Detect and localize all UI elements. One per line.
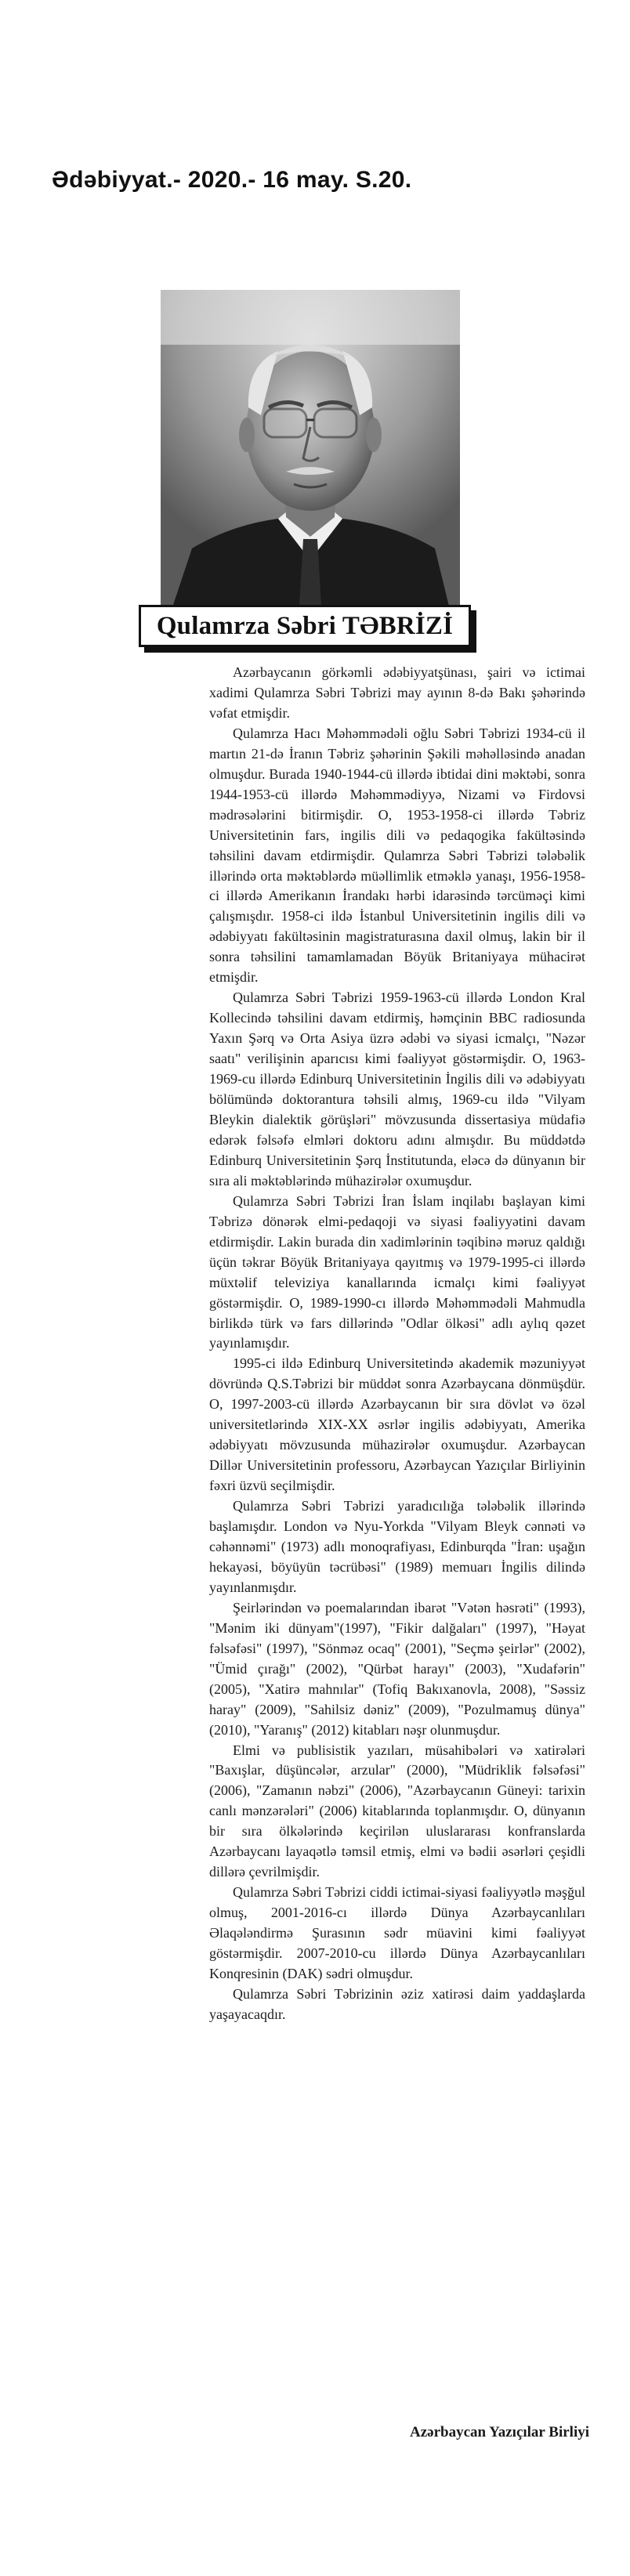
- obituary-article: [209, 663, 585, 2025]
- portrait-icon: [161, 290, 460, 619]
- article-paragraph: Azərbaycanın görkəmli ədəbiyyatşünası, şairi və ictimai xadimi Qulamrza Səbri Təbrizi may ayının 8-də Bakı şəhərində vəfat etmişdir.: [209, 664, 585, 721]
- article-paragraph: Qulamrza Səbri Təbrizi ciddi ictimai-siyasi fəaliyyətlə məşğul olmuş, 2001-2016-cı illərdə Dünya Azərbaycanlıları Əlaqələndirmə Şurasının sədr müavini kimi fəaliyyət göstərmişdir. 2007-2010-cu illərdə Dünya Azərbaycanlıları Konqresinin (DAK) sədri olmuşdur.: [209, 1884, 585, 1981]
- portrait-photo: [161, 290, 460, 619]
- source-citation: Ədəbiyyat.- 2020.- 16 may. S.20.: [52, 167, 412, 193]
- person-name: Qulamrza Səbri TƏBRİZİ: [156, 611, 454, 640]
- article-paragraph: Qulamrza Səbri Təbrizinin əziz xatirəsi daim yaddaşlarda yaşayacaqdır.: [209, 1985, 585, 2022]
- article-paragraph: Elmi və publisistik yazıları, müsahibələri və xatirələri "Baxışlar, düşüncələr, arzular" (2000), "Müdriklik fəlsəfəsi" (2006), "Zamanın nəbzi" (2006), "Azərbaycanın Güneyi: tarixin canlı mənzərələri" (2006) kitablarında toplanmışdır. O, dünyanın bir sıra ölkələrində keçirilən uluslararası konfranslarda Azərbaycanı layaqətlə təmsil etmiş, elmi və bədii əsərləri çeşidli dillərə çevrilmişdir.: [209, 1742, 585, 1880]
- author-signature: Azərbaycan Yazıçılar Birliyi: [409, 2424, 589, 2440]
- article-paragraph: Şeirlərindən və poemalarından ibarət "Vətən həsrəti" (1993), "Mənim iki dünyam"(1997), "Fikir dalğaları" (1997), "Həyat fəlsəfəsi" (1997), "Sönməz ocaq" (2001), "Seçmə şeirlər" (2002), "Ümid çırağı" (2002), "Qürbət harayı" (2003), "Xudafərin" (2005), "Xatirə mahnılar" (Tofiq Bakıxanovla, 2008), "Səssiz haray" (2009), "Sahilsiz dəniz" (2009), "Pozulmamuş dünya" (2010), "Yaranış" (2012) kitabları nəşr olunmuşdur.: [209, 1599, 585, 1738]
- article-paragraph: 1995-ci ildə Edinburq Universitetində akademik məzuniyyət dövründə Q.S.Təbrizi bir müddət sonra Azərbaycana dönmüşdür. O, 1997-2003-cü illərdə Azərbaycanın bir sıra dövlət və özəl universitetlərində XIX-XX əsrlər ingilis ədəbiyyatı, Amerika ədəbiyyatı mövzusunda mühazirələr oxumuşdur. Azərbaycan Dillər Universitetinin professoru, Azərbaycan Yazıçılar Birliyinin fəxri üzvü seçilmişdir.: [209, 1355, 585, 1494]
- article-paragraph: Qulamrza Səbri Təbrizi 1959-1963-cü illərdə London Kral Kollecində təhsilini davam etdirmiş, həmçinin BBC radiosunda Yaxın Şərq və Orta Asiya üzrə ədəbi və siyasi icmalçı, "Nəzər saatı" verilişinin aparıcısı kimi fəaliyyət göstərmişdir. O, 1963-1969-cu illərdə Edinburq Universitetinin İngilis dili və ədəbiyyatı bölümündə doktorantura təhsili almış, 1969-cu ildə "Vilyam Bleykin dialektik görüşləri" mövzusunda dissertasiya müdafiə edərək fəlsəfə elmləri doktoru adını almışdır. Bu müddətdə Edinburq Universitetinin Şərq İnstitutunda, eləcə də dünyanın bir sıra ali məktəblərində mühazirələr oxumuşdur.: [209, 990, 585, 1189]
- article-paragraph: Qulamrza Səbri Təbrizi İran İslam inqilabı başlayan kimi Təbrizə dönərək elmi-pedaqoji və siyasi fəaliyyətini davam etdirmişdir. Lakin burada din xadimlərinin təqibinə məruz qaldığı üçün təkrar Böyük Britaniyaya qayıtmış və 1979-1995-ci illərdə müxtəlif televiziya kanallarında icmalçı kimi fəaliyyət göstərmişdir. O, 1989-1990-cı illərdə Məhəmmədəli Mahmudla birlikdə türk və fars dillərində "Odlar ölkəsi" adlı aylıq qəzet yayınlamışdır.: [209, 1192, 585, 1351]
- name-caption-box: [139, 605, 471, 647]
- article-paragraph: Qulamrza Səbri Təbrizi yaradıcılığa tələbəlik illərində başlamışdır. London və Nyu-Yorkda "Vilyam Bleyk cənnəti və cəhənnəmi" (1973) adlı monoqrafiyası, Edinburqda "İran: uşağın hekayəsi, böyüyün təcrübəsi" (1989) memuarı İngilis dilində yayınlanmışdır.: [209, 1498, 585, 1595]
- article-paragraph: Qulamrza Hacı Məhəmmədəli oğlu Səbri Təbrizi 1934-cü il martın 21-də İranın Təbriz şəhərinin Şəkili məhəlləsində anadan olmuşdur. Burada 1940-1944-cü illərdə ibtidai dini məktəbi, sonra 1944-1953-cü illərdə Məhəmmədiyyə, Nizami və Firdovsi mədrəsələrini bitirmişdir. O, 1953-1958-ci illərdə Təbriz Universitetinin fars, ingilis dili və pedaqogika fakültəsində təhsilini davam etdirmişdir. Qulamrza Səbri Təbrizi tələbəlik illərində orta məktəblərdə müəllimlik etməklə yanaşı, 1956-1958-ci illərdə Amerikanın İrandakı hərbi idarəsində tərcüməçi kimi çalışmışdır. 1958-ci ildə İstanbul Universitetinin ingilis dili və ədəbiyyatı fakültəsinin magistraturasına daxil olmuş, lakin bir il sonra təhsilini tamamlamadan Böyük Britaniyaya mühacirət etmişdir.: [209, 725, 585, 986]
